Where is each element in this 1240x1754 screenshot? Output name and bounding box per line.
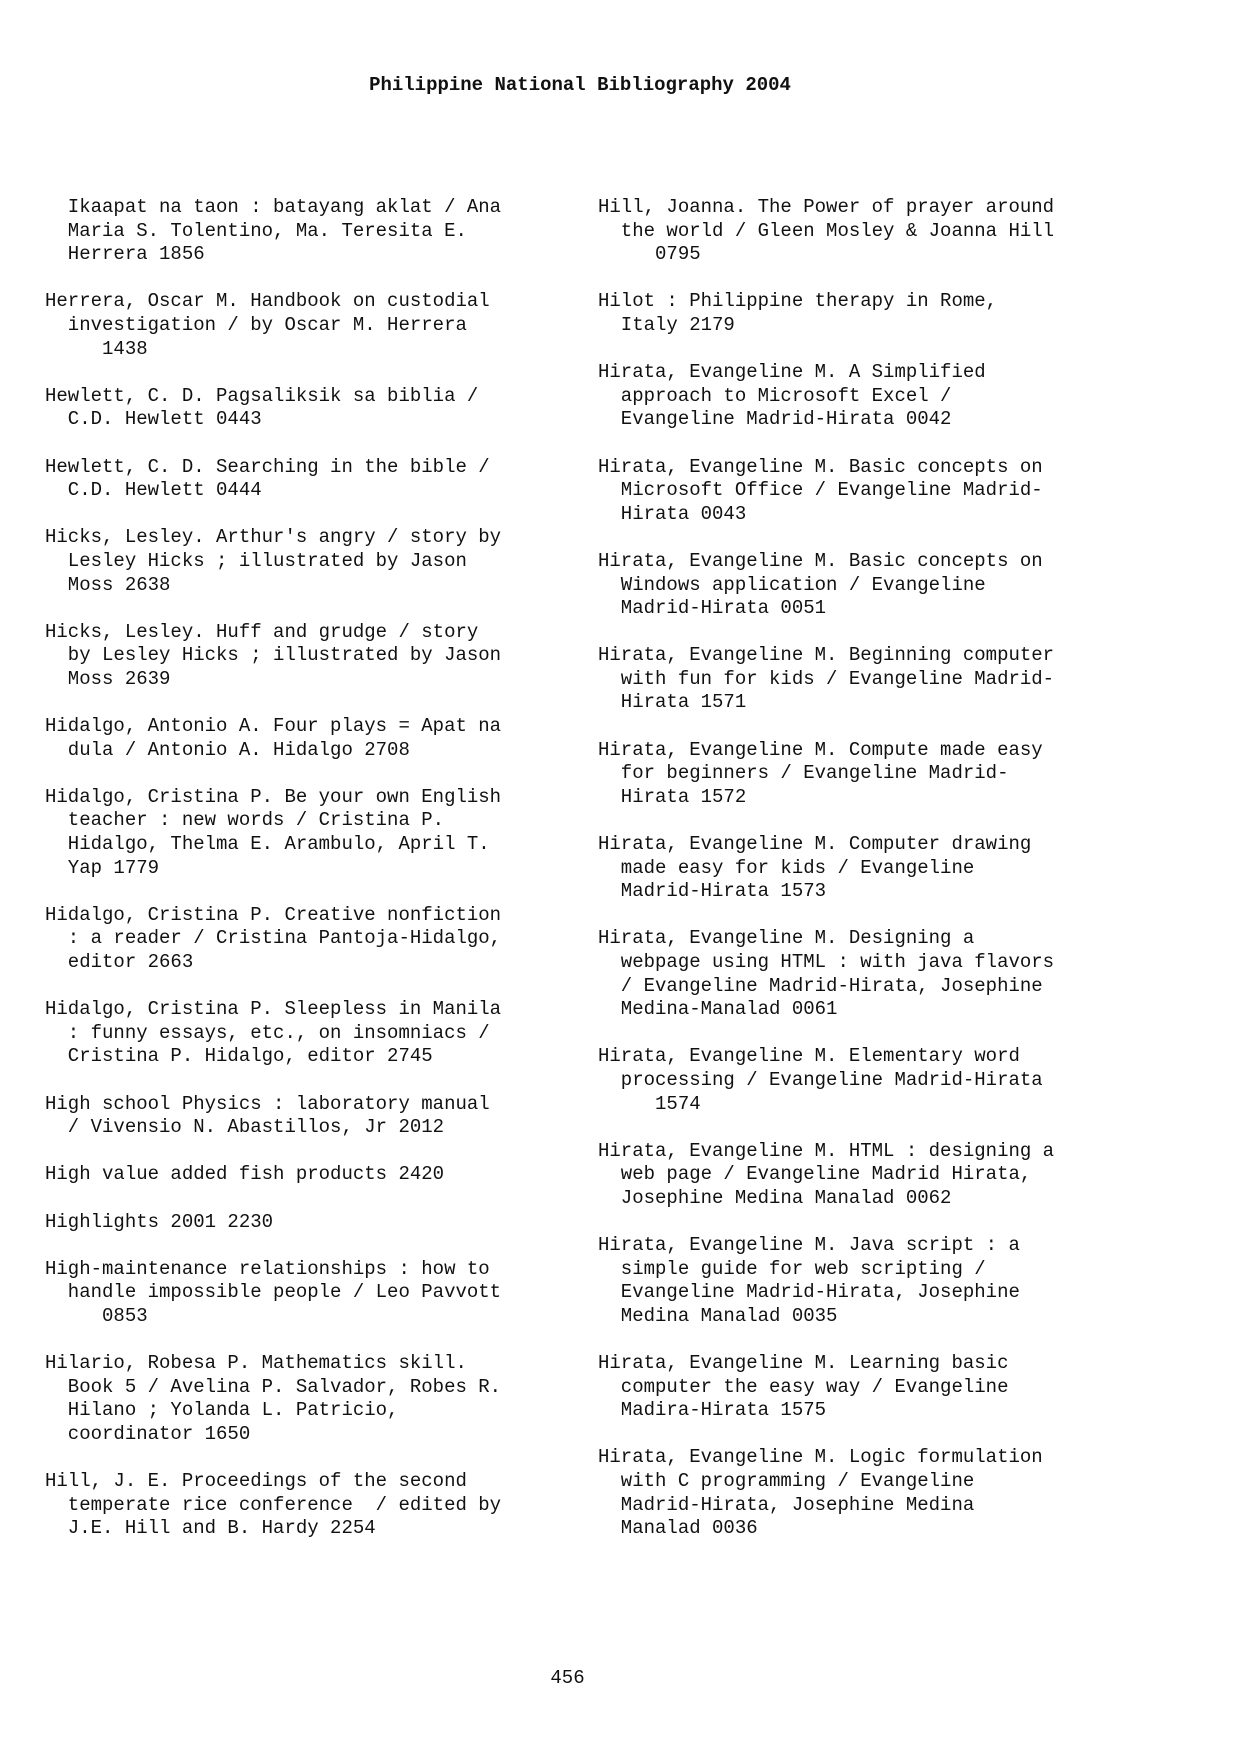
entry-line: Hirata, Evangeline M. Beginning computer — [598, 644, 1055, 667]
entry-line: 1438 — [45, 337, 148, 360]
entry-line: Ikaapat na taon : batayang aklat / Ana — [45, 196, 502, 218]
bibliography-entry — [45, 998, 575, 1069]
entry-line: Maria S. Tolentino, Ma. Teresita E. — [45, 219, 467, 242]
entry-line: Hilario, Robesa P. Mathematics skill. — [45, 1352, 467, 1375]
entry-line: C.D. Hewlett 0443 — [45, 408, 262, 431]
entry-line: Madrid-Hirata 1573 — [598, 880, 827, 903]
bibliography-entry — [598, 739, 1128, 810]
entry-line: web page / Evangeline Madrid Hirata, — [598, 1163, 1032, 1186]
bibliography-entry — [598, 1140, 1128, 1211]
bibliography-entry — [598, 1446, 1128, 1540]
bibliography-entry — [598, 644, 1128, 715]
bibliography-entry — [45, 904, 575, 975]
entry-line: Yap 1779 — [45, 856, 160, 879]
bibliography-entry — [598, 290, 1128, 337]
entry-line: 1574 — [598, 1092, 701, 1115]
entry-line: Hirata 1572 — [598, 785, 747, 808]
entry-line: Hirata, Evangeline M. Basic concepts on — [598, 549, 1043, 572]
entry-line: Hicks, Lesley. Huff and grudge / story — [45, 620, 479, 643]
entry-line: Hirata, Evangeline M. Computer drawing — [598, 833, 1032, 856]
entry-line: Hirata, Evangeline M. Learning basic — [598, 1352, 1009, 1375]
bibliography-entry — [45, 1163, 575, 1187]
entry-line: Book 5 / Avelina P. Salvador, Robes R. — [45, 1375, 502, 1398]
bibliography-entry — [45, 1470, 575, 1541]
entry-line: for beginners / Evangeline Madrid- — [598, 762, 1009, 785]
entry-line: webpage using HTML : with java flavors — [598, 951, 1055, 973]
entry-line: Hicks, Lesley. Arthur's angry / story by — [45, 526, 502, 549]
bibliography-entry — [45, 1211, 575, 1235]
entry-line: Hidalgo, Antonio A. Four plays = Apat na — [45, 715, 502, 738]
bibliography-entry — [45, 526, 575, 597]
entry-line: Microsoft Office / Evangeline Madrid- — [598, 479, 1043, 502]
entry-line: Medina Manalad 0035 — [598, 1304, 838, 1327]
entry-line: 0853 — [45, 1304, 148, 1327]
page-number: 456 — [550, 1667, 585, 1689]
entry-line: Hirata 1571 — [598, 691, 747, 714]
entry-line: investigation / by Oscar M. Herrera — [45, 313, 467, 336]
entry-line: / Vivensio N. Abastillos, Jr 2012 — [45, 1116, 445, 1139]
entry-line: simple guide for web scripting / — [598, 1257, 986, 1280]
bibliography-entry — [45, 290, 575, 361]
entry-line: High value added fish products 2420 — [45, 1163, 445, 1186]
entry-line: approach to Microsoft Excel / — [598, 384, 952, 407]
entry-line: Hirata, Evangeline M. A Simplified — [598, 361, 986, 384]
entry-line: J.E. Hill and B. Hardy 2254 — [45, 1517, 376, 1540]
entry-line: C.D. Hewlett 0444 — [45, 479, 262, 502]
bibliography-entry — [598, 550, 1128, 621]
entry-line: Medina-Manalad 0061 — [598, 998, 838, 1021]
entry-line: the world / Gleen Mosley & Joanna Hill — [598, 219, 1055, 242]
entry-line: Hill, J. E. Proceedings of the second — [45, 1470, 467, 1493]
entry-line: temperate rice conference / edited by — [45, 1493, 502, 1516]
entry-line: Hilano ; Yolanda L. Patricio, — [45, 1399, 399, 1422]
entry-line: Hirata 0043 — [598, 502, 747, 525]
entry-line: Hirata, Evangeline M. Elementary word — [598, 1045, 1020, 1068]
bibliography-entry — [598, 361, 1128, 432]
entry-line: editor 2663 — [45, 951, 194, 973]
entry-line: Lesley Hicks ; illustrated by Jason — [45, 549, 467, 572]
bibliography-entry — [598, 1234, 1128, 1328]
entry-line: made easy for kids / Evangeline — [598, 856, 975, 879]
entry-line: Moss 2638 — [45, 573, 171, 596]
entry-line: with fun for kids / Evangeline Madrid- — [598, 667, 1055, 690]
entry-line: Hirata, Evangeline M. Logic formulation — [598, 1446, 1043, 1469]
bibliography-entry — [45, 1093, 575, 1140]
entry-line: coordinator 1650 — [45, 1422, 251, 1445]
entry-line: Hirata, Evangeline M. Java script : a — [598, 1234, 1020, 1257]
entry-line: Herrera, Oscar M. Handbook on custodial — [45, 290, 490, 313]
entry-line: computer the easy way / Evangeline — [598, 1375, 1009, 1398]
entry-line: Moss 2639 — [45, 667, 171, 690]
entry-line: Hilot : Philippine therapy in Rome, — [598, 290, 998, 313]
entry-line: Hewlett, C. D. Pagsaliksik sa biblia / — [45, 384, 479, 407]
entry-line: High school Physics : laboratory manual — [45, 1092, 490, 1115]
entry-line: High-maintenance relationships : how to — [45, 1257, 490, 1280]
entry-line: : a reader / Cristina Pantoja-Hidalgo, — [45, 927, 502, 950]
entry-line: Evangeline Madrid-Hirata 0042 — [598, 408, 952, 431]
entry-line: Madira-Hirata 1575 — [598, 1399, 827, 1422]
entry-line: Hill, Joanna. The Power of prayer around — [598, 196, 1055, 218]
bibliography-entry — [598, 833, 1128, 904]
bibliography-entry — [45, 196, 575, 267]
entry-line: Manalad 0036 — [598, 1517, 758, 1540]
entry-line: Italy 2179 — [598, 313, 735, 336]
entry-line: Herrera 1856 — [45, 243, 205, 266]
entry-line: handle impossible people / Leo Pavvott — [45, 1281, 502, 1304]
entry-line: with C programming / Evangeline — [598, 1470, 975, 1493]
left-column — [45, 196, 575, 1564]
entry-line: dula / Antonio A. Hidalgo 2708 — [45, 738, 410, 761]
entry-line: Josephine Medina Manalad 0062 — [598, 1186, 952, 1209]
bibliography-entry — [45, 715, 575, 762]
entry-line: Hewlett, C. D. Searching in the bible / — [45, 455, 490, 478]
entry-line: Hidalgo, Cristina P. Sleepless in Manila — [45, 998, 502, 1021]
bibliography-entry — [45, 1258, 575, 1329]
entry-line: teacher : new words / Cristina P. — [45, 809, 445, 832]
entry-line: / Evangeline Madrid-Hirata, Josephine — [598, 974, 1043, 997]
entry-line: Evangeline Madrid-Hirata, Josephine — [598, 1281, 1020, 1304]
bibliography-entry — [598, 196, 1128, 267]
bibliography-entry — [45, 621, 575, 692]
entry-line: Hidalgo, Thelma E. Arambulo, April T. — [45, 833, 490, 856]
entry-line: Madrid-Hirata, Josephine Medina — [598, 1493, 975, 1516]
bibliography-entry — [45, 456, 575, 503]
entry-line: : funny essays, etc., on insomniacs / — [45, 1021, 490, 1044]
bibliography-entry — [45, 1352, 575, 1446]
entry-line: Cristina P. Hidalgo, editor 2745 — [45, 1045, 433, 1068]
entry-line: Hidalgo, Cristina P. Be your own English — [45, 785, 502, 808]
entry-line: Windows application / Evangeline — [598, 573, 986, 596]
bibliography-entry — [598, 1045, 1128, 1116]
bibliography-entry — [598, 927, 1128, 1021]
entry-line: Hirata, Evangeline M. Designing a — [598, 927, 975, 950]
entry-line: Madrid-Hirata 0051 — [598, 597, 827, 620]
entry-line: processing / Evangeline Madrid-Hirata — [598, 1068, 1043, 1091]
bibliography-entry — [45, 786, 575, 880]
right-column — [598, 196, 1128, 1564]
bibliography-entry — [598, 1352, 1128, 1423]
entry-line: Hirata, Evangeline M. Compute made easy — [598, 738, 1043, 761]
page-title: Philippine National Bibliography 2004 — [369, 74, 791, 96]
bibliography-entry — [45, 385, 575, 432]
entry-line: Highlights 2001 2230 — [45, 1210, 274, 1233]
entry-line: by Lesley Hicks ; illustrated by Jason — [45, 644, 502, 667]
entry-line: Hidalgo, Cristina P. Creative nonfiction — [45, 903, 502, 926]
entry-line: Hirata, Evangeline M. Basic concepts on — [598, 455, 1043, 478]
entry-line: 0795 — [598, 243, 701, 266]
bibliography-entry — [598, 456, 1128, 527]
entry-line: Hirata, Evangeline M. HTML : designing a — [598, 1139, 1055, 1162]
